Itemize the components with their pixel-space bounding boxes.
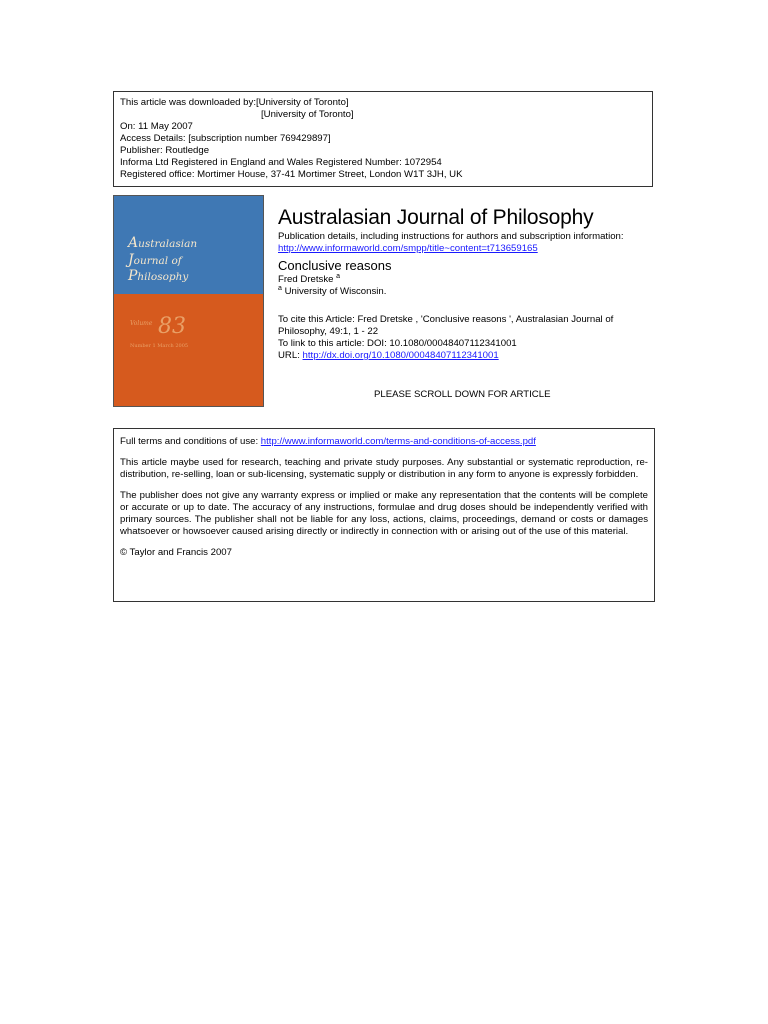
publisher: Publisher: Routledge <box>120 145 210 156</box>
article-url: URL: http://dx.doi.org/10.1080/00048407112341001 <box>278 350 499 361</box>
cover-subtitle: Number 1 March 2005 <box>130 343 189 349</box>
cover-bottom-panel <box>114 294 263 407</box>
journal-cover-image <box>113 195 264 407</box>
journal-title: Australasian Journal of Philosophy <box>278 206 594 229</box>
cover-title: Australasian Journal of Philosophy <box>128 235 198 284</box>
article-title: Conclusive reasons <box>278 258 392 273</box>
terms-box <box>113 428 655 602</box>
publication-details: Publication details, including instructions for authors and subscription information: <box>278 231 624 242</box>
download-date: On: 11 May 2007 <box>120 121 193 132</box>
citation: To cite this Article: Fred Dretske , 'Conclusive reasons ', Australasian Journal of Philosophy, 49:1, 1 - 22 <box>278 314 614 337</box>
cover-volume-label: Volume <box>130 320 153 327</box>
access-details: Access Details: [subscription number 769429897] <box>120 133 331 144</box>
journal-link[interactable]: http://www.informaworld.com/smpp/title~content=t713659165 <box>278 243 538 254</box>
article-doi: To link to this article: DOI: 10.1080/00048407112341001 <box>278 338 517 349</box>
usage-paragraph: This article maybe used for research, teaching and private study purposes. Any substantial or systematic reproduction, re-distribution, re-selling, loan or sub-licensing, systematic supply or distribution in any form to anyone is expressly forbidden. <box>120 457 648 480</box>
author-affiliation: $^a$ University of Wisconsin. <box>278 284 387 297</box>
article-author: Fred Dretske $^a$ <box>278 272 341 285</box>
registered-office: Registered office: Mortimer House, 37-41 Mortimer Street, London W1T 3JH, UK <box>120 169 463 180</box>
article-url-link[interactable]: http://dx.doi.org/10.1080/00048407112341001 <box>302 350 499 361</box>
registration-info: Informa Ltd Registered in England and Wales Registered Number: 1072954 <box>120 157 442 168</box>
disclaimer-paragraph: The publisher does not give any warranty express or implied or make any representation that the contents will be complete or accurate or up to date. The accuracy of any instructions, formulae and drug doses should be independently verified with primary sources. The publisher shall not be liable for any loss, actions, claims, proceedings, demand or costs or damages whatsoever or howsoever caused arising directly or indirectly in connection with or arising out of the use of this material. <box>120 490 648 537</box>
copyright: © Taylor and Francis 2007 <box>120 547 232 558</box>
downloaded-by: This article was downloaded by:[University of Toronto] <box>120 97 349 108</box>
terms-link[interactable]: http://www.informaworld.com/terms-and-conditions-of-access.pdf <box>260 436 536 447</box>
download-info-box <box>113 91 653 187</box>
terms-line: Full terms and conditions of use: http://www.informaworld.com/terms-and-conditions-of-access.pdf <box>120 436 536 447</box>
downloaded-by-2: [University of Toronto] <box>261 109 354 120</box>
cover-volume-number: 83 <box>158 314 186 339</box>
scroll-notice: PLEASE SCROLL DOWN FOR ARTICLE <box>374 389 551 400</box>
article-info <box>278 205 658 362</box>
